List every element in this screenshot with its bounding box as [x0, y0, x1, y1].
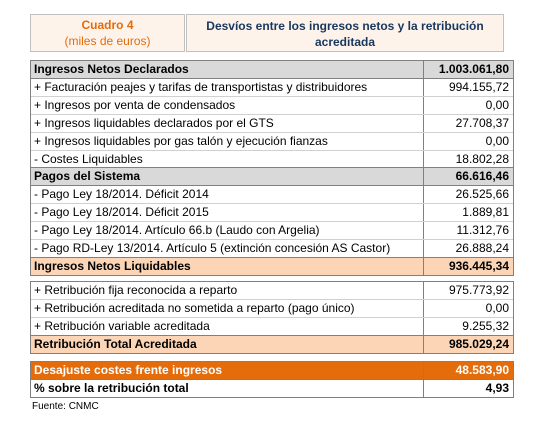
pagos-header-row — [31, 168, 513, 186]
title-line-2: acreditada — [314, 35, 376, 49]
table-row — [31, 186, 513, 204]
row-value: 27.708,37 — [423, 115, 513, 132]
row-label: - Pago Ley 18/2014. Artículo 66.b (Laudo con Argelia) — [34, 223, 320, 237]
row-value: 994.155,72 — [423, 79, 513, 96]
table-title — [186, 14, 504, 52]
retribucion-total-label: Retribución Total Acreditada — [34, 337, 197, 351]
table-row — [31, 222, 513, 240]
row-label: + Retribución variable acreditada — [34, 319, 210, 333]
row-label: + Retribución acreditada no sometida a reparto (pago único) — [34, 301, 355, 315]
ingresos-header-row — [31, 61, 513, 79]
retribucion-total-value: 985.029,24 — [423, 336, 513, 353]
table-row — [31, 204, 513, 222]
ingresos-block — [30, 60, 514, 169]
desajuste-row — [31, 362, 513, 380]
row-value: 26.888,24 — [423, 240, 513, 257]
row-label: + Retribución fija reconocida a reparto — [34, 283, 238, 297]
table-row — [31, 300, 513, 318]
table-row — [31, 151, 513, 168]
pagos-value: 66.616,46 — [423, 168, 513, 185]
row-value: 1.889,81 — [423, 204, 513, 221]
cuadro-number: Cuadro 4 — [81, 18, 134, 32]
pagos-block — [30, 167, 514, 276]
row-label: - Costes Liquidables — [34, 152, 143, 166]
units-label: (miles de euros) — [64, 34, 151, 48]
pct-label: % sobre la retribución total — [34, 381, 189, 395]
pagos-label: Pagos del Sistema — [34, 169, 141, 183]
retribucion-total-row — [31, 336, 513, 353]
ingresos-liquidables-row — [31, 258, 513, 275]
title-line-1: Desvíos entre los ingresos netos y la retribución — [206, 19, 484, 33]
row-label: + Facturación peajes y tarifas de transportistas y distribuidores — [34, 80, 368, 94]
table-row — [31, 240, 513, 258]
row-value: 0,00 — [423, 97, 513, 114]
table-row — [31, 97, 513, 115]
row-label: - Pago Ley 18/2014. Déficit 2014 — [34, 187, 209, 201]
source-note: Fuente: CNMC — [32, 401, 99, 412]
desajuste-block — [30, 361, 514, 398]
pct-value: 4,93 — [423, 380, 513, 397]
desajuste-label: Desajuste costes frente ingresos — [34, 363, 223, 377]
row-label: + Ingresos liquidables declarados por el GTS — [34, 116, 274, 130]
row-value: 9.255,32 — [423, 318, 513, 335]
pct-row — [31, 380, 513, 397]
retribucion-block — [30, 281, 514, 354]
ingresos-liquidables-value: 936.445,34 — [423, 258, 513, 275]
ingresos-value: 1.003.061,80 — [423, 61, 513, 78]
ingresos-label: Ingresos Netos Declarados — [34, 62, 189, 76]
row-label: - Pago RD-Ley 13/2014. Artículo 5 (extinción concesión AS Castor) — [34, 241, 391, 255]
row-label: + Ingresos liquidables por gas talón y ejecución fianzas — [34, 134, 328, 148]
table-row — [31, 79, 513, 97]
desajuste-value: 48.583,90 — [423, 362, 513, 379]
row-value: 975.773,92 — [423, 282, 513, 299]
row-label: + Ingresos por venta de condensados — [34, 98, 236, 112]
row-label: - Pago Ley 18/2014. Déficit 2015 — [34, 205, 209, 219]
table-row — [31, 133, 513, 151]
table-row — [31, 318, 513, 336]
table-row — [31, 282, 513, 300]
row-value: 26.525,66 — [423, 186, 513, 203]
table-row — [31, 115, 513, 133]
ingresos-liquidables-label: Ingresos Netos Liquidables — [34, 259, 191, 273]
row-value: 0,00 — [423, 133, 513, 150]
row-value: 18.802,28 — [423, 151, 513, 168]
row-value: 0,00 — [423, 300, 513, 317]
cuadro-header — [30, 14, 185, 52]
row-value: 11.312,76 — [423, 222, 513, 239]
